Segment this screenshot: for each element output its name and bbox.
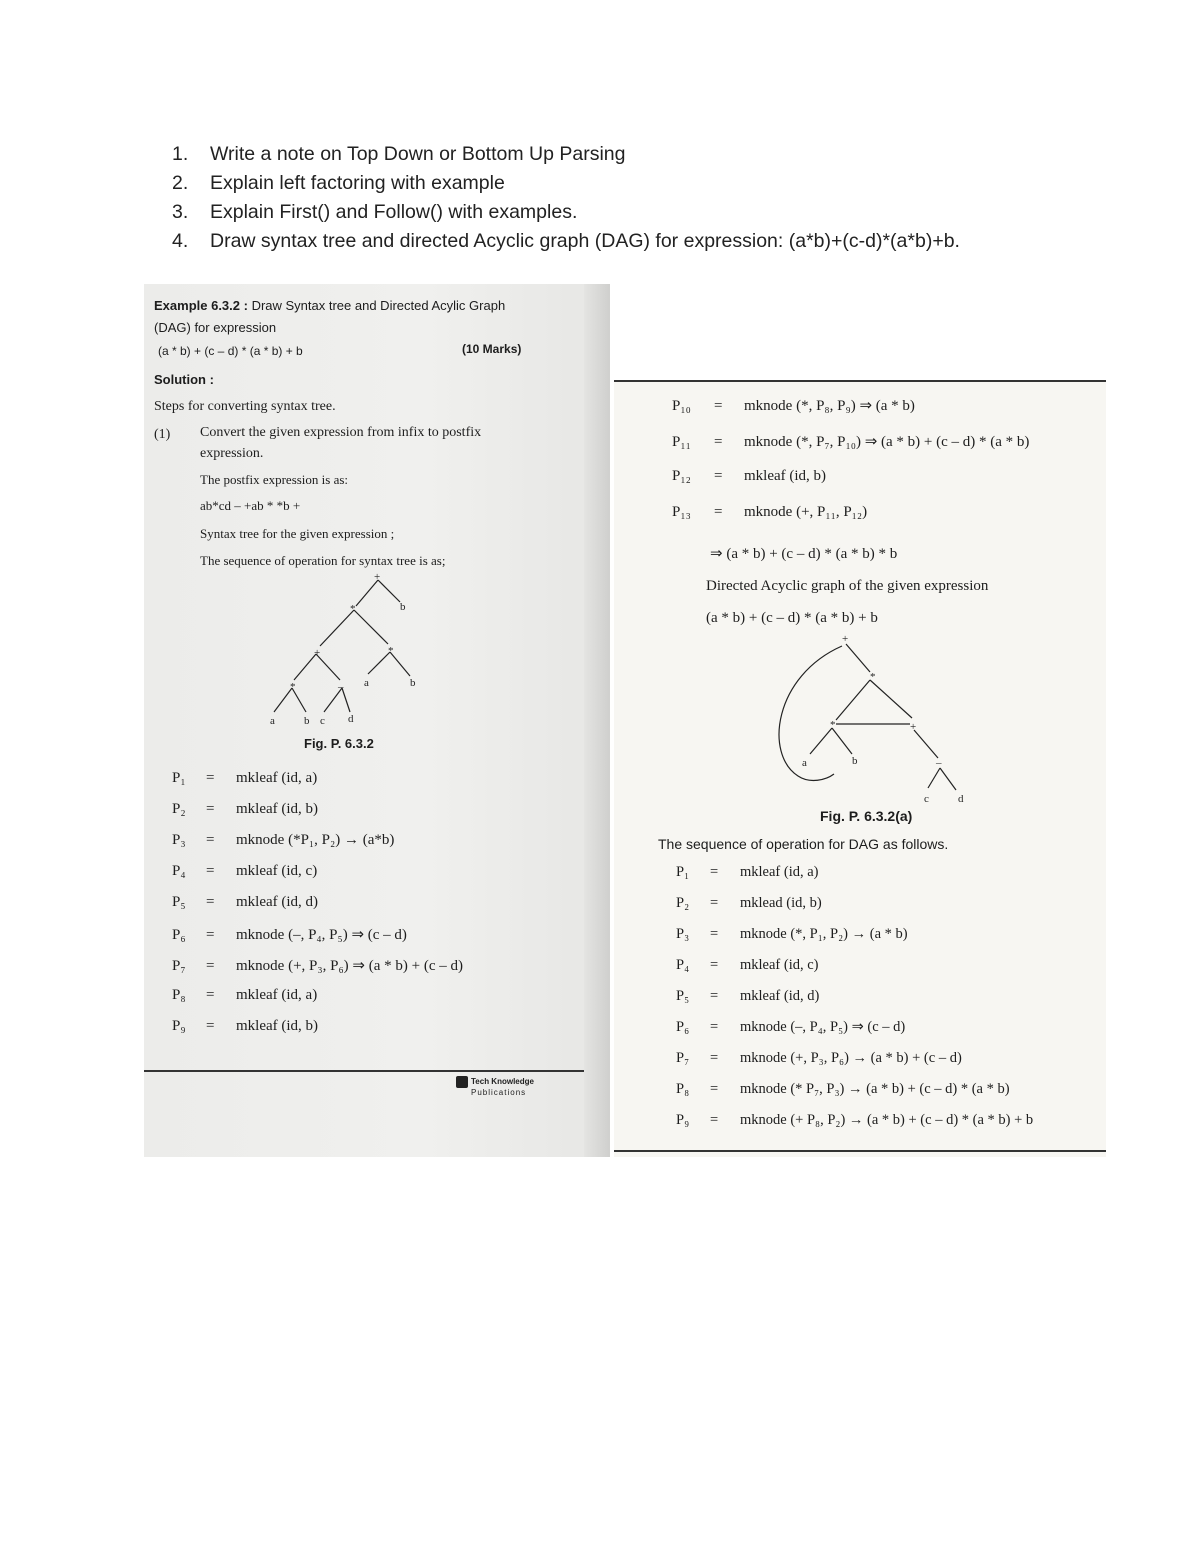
step-equals: = <box>206 863 215 879</box>
dag-node: + <box>842 633 849 645</box>
step-name: P₇ <box>676 1050 690 1066</box>
step-equals: = <box>206 987 215 1003</box>
question-number: 4. <box>172 230 189 252</box>
step-name: P₁ <box>676 864 690 880</box>
step-name: P₃ <box>172 832 186 848</box>
example-expression: (a * b) + (c – d) * (a * b) + b <box>158 344 303 358</box>
step-equals: = <box>206 1018 215 1034</box>
step-expression: mknode (*, P₇, P₁₀) ⇒ (a * b) + (c – d) * (a * b) <box>744 434 1030 450</box>
dag-leaf: b <box>852 755 858 767</box>
dag-label: Directed Acyclic graph of the given expression <box>706 578 989 594</box>
example-title: Draw Syntax tree and Directed Acylic Graph <box>247 298 506 313</box>
question-text: Write a note on Top Down or Bottom Up Parsing <box>210 143 626 165</box>
mk-steps-table-dag <box>676 864 1033 1143</box>
tree-node: * <box>290 681 296 693</box>
mk-step-row <box>172 925 463 956</box>
step-equals: = <box>714 468 723 484</box>
dag-leaf: c <box>924 793 929 805</box>
step-expression: mknode (+, P₃, P₆) ⇒ (a * b) + (c – d) <box>236 958 463 974</box>
mk-step-row <box>676 1081 1033 1112</box>
dag-node: – <box>936 757 942 769</box>
step-equals: = <box>710 1112 719 1128</box>
step-equals: = <box>714 398 723 414</box>
sequence-label: The sequence of operation for syntax tree is as; <box>200 553 446 568</box>
question-list <box>172 140 960 256</box>
page-rule <box>144 1070 584 1072</box>
textbook-photo-left <box>144 284 610 1157</box>
question-item <box>172 227 960 256</box>
tree-node: b <box>400 601 406 613</box>
dag-node: * <box>830 719 836 731</box>
steps-heading: Steps for converting syntax tree. <box>154 399 336 414</box>
step-name: P₄ <box>172 863 186 879</box>
step-equals: = <box>206 927 215 943</box>
mk-step-row <box>676 864 1033 895</box>
step-equals: = <box>206 832 215 848</box>
step-expression: mkleaf (id, b) <box>744 468 827 484</box>
mk-step-row <box>676 957 1033 988</box>
tree-leaf: a <box>270 715 275 727</box>
tree-leaf: b <box>304 715 310 727</box>
step-name: P₁₂ <box>672 468 691 484</box>
tree-node: b <box>410 677 416 689</box>
step-expression: mkleaf (id, c) <box>740 957 819 973</box>
step-expression: mkleaf (id, a) <box>236 987 318 1003</box>
step-text-cont: expression. <box>200 446 264 461</box>
mk-step-row <box>676 1019 1033 1050</box>
mk-step-row <box>172 1018 463 1049</box>
step-equals: = <box>710 1019 719 1035</box>
step-name: P₂ <box>676 895 690 911</box>
dag-sequence-label: The sequence of operation for DAG as follows. <box>658 836 949 852</box>
question-number: 1. <box>172 143 189 165</box>
publisher-logo <box>456 1076 534 1097</box>
dag-expression: (a * b) + (c – d) * (a * b) + b <box>706 610 878 626</box>
question-text: Explain First() and Follow() with examples. <box>210 201 578 223</box>
mk-step-row <box>172 801 463 832</box>
page-rule-bottom <box>614 1150 1106 1152</box>
step-name: P₉ <box>172 1018 186 1034</box>
step-text: Convert the given expression from infix to postfix <box>200 425 482 440</box>
step-equals: = <box>710 864 719 880</box>
step-name: P₅ <box>676 988 690 1004</box>
textbook-photo-right <box>614 284 1106 1157</box>
step-name: P₈ <box>172 987 186 1003</box>
step-expression: mknode (* P₇, P₃) → (a * b) + (c – d) * (a * b) <box>740 1081 1010 1097</box>
mk-step-row <box>676 926 1033 957</box>
figure-caption: Fig. P. 6.3.2 <box>304 736 374 751</box>
mk-step-row <box>676 1112 1033 1143</box>
step-equals: = <box>710 957 719 973</box>
step-equals: = <box>710 988 719 1004</box>
step-name: P₅ <box>172 894 186 910</box>
step-expression: mklead (id, b) <box>740 895 822 911</box>
marks-label: (10 Marks) <box>462 342 522 356</box>
question-item <box>172 140 960 169</box>
step-expression: mknode (*P₁, P₂) → (a*b) <box>236 832 395 848</box>
tree-node: a <box>364 677 369 689</box>
tree-node: * <box>350 603 356 615</box>
figure-caption: Fig. P. 6.3.2(a) <box>820 808 913 824</box>
publisher-subtitle: Publications <box>471 1088 527 1097</box>
step-expression: mkleaf (id, d) <box>740 988 820 1004</box>
step-expression: mknode (+ P₈, P₂) → (a * b) + (c – d) * (a * b) + b <box>740 1112 1034 1128</box>
postfix-label: The postfix expression is as: <box>200 472 349 487</box>
tree-node: + <box>314 647 321 659</box>
step-name: P₃ <box>676 926 690 942</box>
step-name: P₂ <box>172 801 186 817</box>
step-expression: mknode (–, P₄, P₅) ⇒ (c – d) <box>236 927 407 943</box>
postfix-expression: ab*cd – +ab * *b + <box>200 498 301 513</box>
question-number: 3. <box>172 201 189 223</box>
step-equals: = <box>710 1081 719 1097</box>
dag-node: * <box>870 671 876 683</box>
step-expression: mkleaf (id, a) <box>740 864 819 880</box>
tree-leaf: d <box>348 713 354 725</box>
mk-step-row <box>172 863 463 894</box>
example-label: Example 6.3.2 : <box>154 298 248 313</box>
step-expression: mknode (+, P₃, P₆) → (a * b) + (c – d) <box>740 1050 962 1066</box>
solution-heading: Solution : <box>154 372 214 387</box>
step-name: P₇ <box>172 958 186 974</box>
step-number: (1) <box>154 427 171 442</box>
mk-step-row <box>172 832 463 863</box>
question-item <box>172 169 960 198</box>
dag-leaf: d <box>958 793 964 805</box>
mk-step-row <box>172 987 463 1018</box>
step-name: P₁₀ <box>672 398 691 414</box>
step-name: P₆ <box>172 927 186 943</box>
step-name: P₉ <box>676 1112 690 1128</box>
step-expression: mknode (*, P₈, P₉) ⇒ (a * b) <box>744 398 915 414</box>
step-expression: mkleaf (id, c) <box>236 863 318 879</box>
step-name: P₄ <box>676 957 690 973</box>
step-equals: = <box>710 1050 719 1066</box>
step-name: P₁ <box>172 770 186 786</box>
syntax-tree-label: Syntax tree for the given expression ; <box>200 526 395 541</box>
step-equals: = <box>710 895 719 911</box>
question-text: Explain left factoring with example <box>210 172 505 194</box>
step-equals: = <box>206 770 215 786</box>
step-equals: = <box>714 504 723 520</box>
step-expression: mkleaf (id, a) <box>236 770 318 786</box>
step-name: P₁₃ <box>672 504 691 520</box>
mk-step-row <box>172 894 463 925</box>
question-number: 2. <box>172 172 189 194</box>
mk-step-row <box>676 895 1033 926</box>
tree-node: – <box>338 681 344 693</box>
step-name: P₆ <box>676 1019 690 1035</box>
step-expression: mknode (–, P₄, P₅) ⇒ (c – d) <box>740 1019 906 1035</box>
step-name: P₁₁ <box>672 434 691 450</box>
question-item <box>172 198 960 227</box>
step-expression: mknode (*, P₁, P₂) → (a * b) <box>740 926 908 942</box>
dag-node: + <box>910 721 917 733</box>
tree-node: + <box>374 571 381 583</box>
step-expression: mkleaf (id, b) <box>236 801 319 817</box>
tree-leaf: c <box>320 715 325 727</box>
step-equals: = <box>714 434 723 450</box>
mk-step-row <box>676 988 1033 1019</box>
step-equals: = <box>206 958 215 974</box>
question-text: Draw syntax tree and directed Acyclic graph (DAG) for expression: (a*b)+(c-d)*(a*b)+b. <box>210 230 960 252</box>
result-expression: ⇒ (a * b) + (c – d) * (a * b) * b <box>710 546 898 562</box>
publisher-logo-icon <box>456 1076 468 1088</box>
publisher-name: Tech Knowledge <box>471 1077 534 1087</box>
step-name: P₈ <box>676 1081 690 1097</box>
example-title-cont: (DAG) for expression <box>154 320 277 335</box>
step-expression: mkleaf (id, d) <box>236 894 319 910</box>
step-expression: mknode (+, P₁₁, P₁₂) <box>744 504 868 520</box>
tree-node: * <box>388 645 394 657</box>
mk-step-row <box>172 770 463 801</box>
step-equals: = <box>206 801 215 817</box>
mk-steps-table <box>172 770 463 1049</box>
mk-step-row <box>172 956 463 987</box>
step-equals: = <box>206 894 215 910</box>
step-equals: = <box>710 926 719 942</box>
dag-leaf: a <box>802 757 807 769</box>
step-expression: mkleaf (id, b) <box>236 1018 319 1034</box>
mk-step-row <box>676 1050 1033 1081</box>
